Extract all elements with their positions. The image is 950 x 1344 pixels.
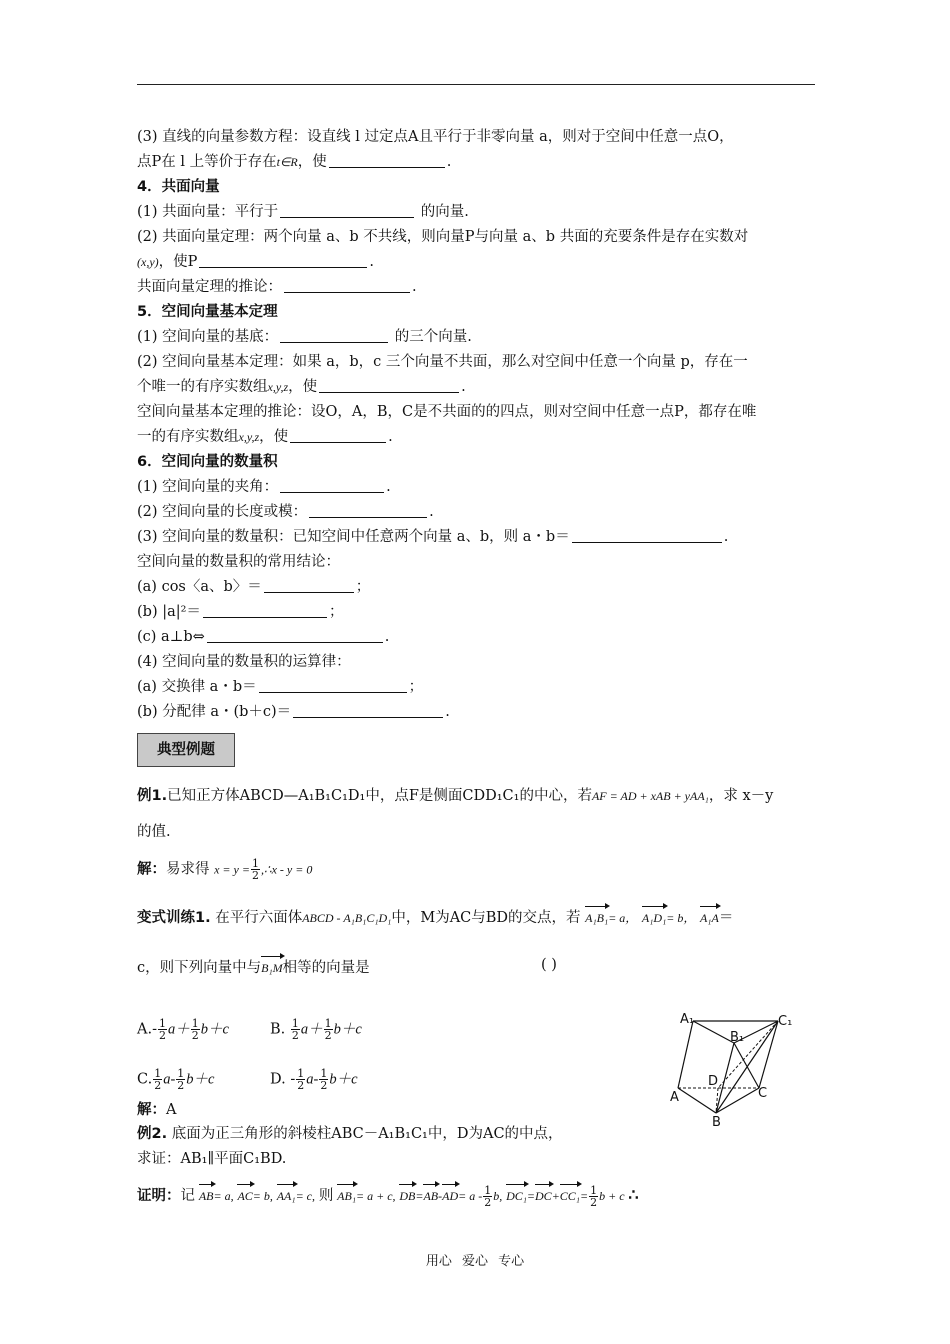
option-b[interactable]: B. $\frac{1}{2}$ a＋ $\frac{1}{2}$ b＋c xyxy=(270,1017,362,1042)
label-a1: A₁ xyxy=(680,1012,695,1027)
example-1-cont: 的值. xyxy=(137,824,171,840)
edge-ab xyxy=(678,1088,716,1113)
edge-a1b1 xyxy=(693,1021,734,1043)
section-box-examples: 典型例题 xyxy=(137,733,235,767)
line-param-eq-2: 点P在 l 上等价于存在t∈R，使 . xyxy=(137,154,452,170)
variant-1: 变式训练1. 在平行六面体ABCD - A₁B₁C₁D₁中，M为AC与BD的交点，若 A₁B₁= a， A₁D₁= b， A₁A＝ xyxy=(137,905,733,928)
dot-a: (a) cos〈a、b〉＝ ； xyxy=(137,579,371,595)
coplanar-1: (1) 共面向量：平行于 的向量. xyxy=(137,204,469,220)
heading-coplanar: 4．共面向量 xyxy=(137,179,220,195)
basis-2: (2) 空间向量基本定理：如果 a，b，c 三个向量不共面，那么对空间中任意一个向量 p，存在一 xyxy=(137,354,748,370)
line-param-eq-1: (3) 直线的向量参数方程：设直线 l 过定点A且平行于非零向量 a，则对于空间中任意一点O， xyxy=(137,129,734,145)
prism-figure xyxy=(660,1005,800,1135)
variant-1-cont: c，则下列向量中与B₁M相等的向量是 ( ) xyxy=(137,957,557,976)
dot-5: (4) 空间向量的数量积的运算律： xyxy=(137,654,351,670)
label-c: C xyxy=(758,1086,768,1101)
dot-2: (2) 空间向量的长度或模： . xyxy=(137,504,434,520)
label-d: D xyxy=(708,1074,719,1089)
label-b: B xyxy=(712,1115,721,1130)
header-rule xyxy=(137,84,815,85)
example-2-proof: 证明：记 AB= a, AC= b, AA₁= c, 则 AB₁= a + c, DB=AB-AD= a - $\frac{1}{2}$ b, DC₁=DC+CC₁= $\frac{1}{2}$ b + c ∴ xyxy=(137,1184,639,1209)
heading-dot-product: 6．空间向量的数量积 xyxy=(137,454,278,470)
dot-law-a: (a) 交换律 a・b＝ ； xyxy=(137,679,424,695)
coplanar-2: (2) 共面向量定理：两个向量 a、b 不共线，则向量P与向量 a、b 共面的充要条件是存在实数对 xyxy=(137,229,749,245)
dot-b: (b) |a|²＝ ； xyxy=(137,604,344,620)
example-2-goal: 求证：AB₁∥平面C₁BD. xyxy=(137,1151,287,1167)
option-c[interactable]: C. $\frac{1}{2}$ a- $\frac{1}{2}$ b＋c xyxy=(137,1067,215,1092)
option-a[interactable]: A.- $\frac{1}{2}$ a＋ $\frac{1}{2}$ b＋c xyxy=(137,1017,229,1042)
basis-3: 个唯一的有序实数组x,y,z，使 . xyxy=(137,379,466,395)
dot-c: (c) a⊥b⇔ . xyxy=(137,629,390,645)
variant-1-answer: 解：A xyxy=(137,1102,177,1118)
basis-5: 一的有序实数组x,y,z，使 . xyxy=(137,429,393,445)
dot-3: (3) 空间向量的数量积：已知空间中任意两个向量 a、b，则 a・b＝ . xyxy=(137,529,729,545)
coplanar-4: 共面向量定理的推论： . xyxy=(137,279,417,295)
edge-bc xyxy=(716,1088,759,1113)
edge-c1c xyxy=(759,1021,778,1088)
option-d[interactable]: D. - $\frac{1}{2}$ a- $\frac{1}{2}$ b＋c xyxy=(270,1067,358,1092)
dot-4: 空间向量的数量积的常用结论： xyxy=(137,554,340,570)
edge-b1b xyxy=(716,1043,734,1113)
example-1-equation: AF = AD + xAB + yAA₁ xyxy=(591,789,709,803)
dot-law-b: (b) 分配律 a・(b＋c)＝ . xyxy=(137,704,450,720)
page-footer: 用心 爱心 专心 xyxy=(425,1254,525,1269)
heading-basis: 5．空间向量基本定理 xyxy=(137,304,278,320)
label-a: A xyxy=(670,1090,679,1105)
label-c1: C₁ xyxy=(778,1014,793,1029)
edge-a1a xyxy=(678,1021,693,1088)
basis-1: (1) 空间向量的基底： 的三个向量. xyxy=(137,329,472,345)
label-b1: B₁ xyxy=(730,1030,745,1045)
example-2: 例2. 底面为正三角形的斜棱柱ABC－A₁B₁C₁中，D为AC的中点， xyxy=(137,1126,563,1142)
example-1: 例1.已知正方体ABCD—A₁B₁C₁D₁中，点F是侧面CDD₁C₁的中心，若AF = AD + xAB + yAA₁，求 x－y xyxy=(137,788,774,804)
dot-1: (1) 空间向量的夹角： . xyxy=(137,479,391,495)
example-1-solution: 解：易求得 x = y = $\frac{1}{2}$ ,∴x - y = 0 xyxy=(137,857,313,882)
basis-4: 空间向量基本定理的推论：设O，A，B，C是不共面的的四点，则对空间中任意一点P，都存在唯 xyxy=(137,404,757,420)
coplanar-3: (x,y)，使P . xyxy=(137,254,375,270)
